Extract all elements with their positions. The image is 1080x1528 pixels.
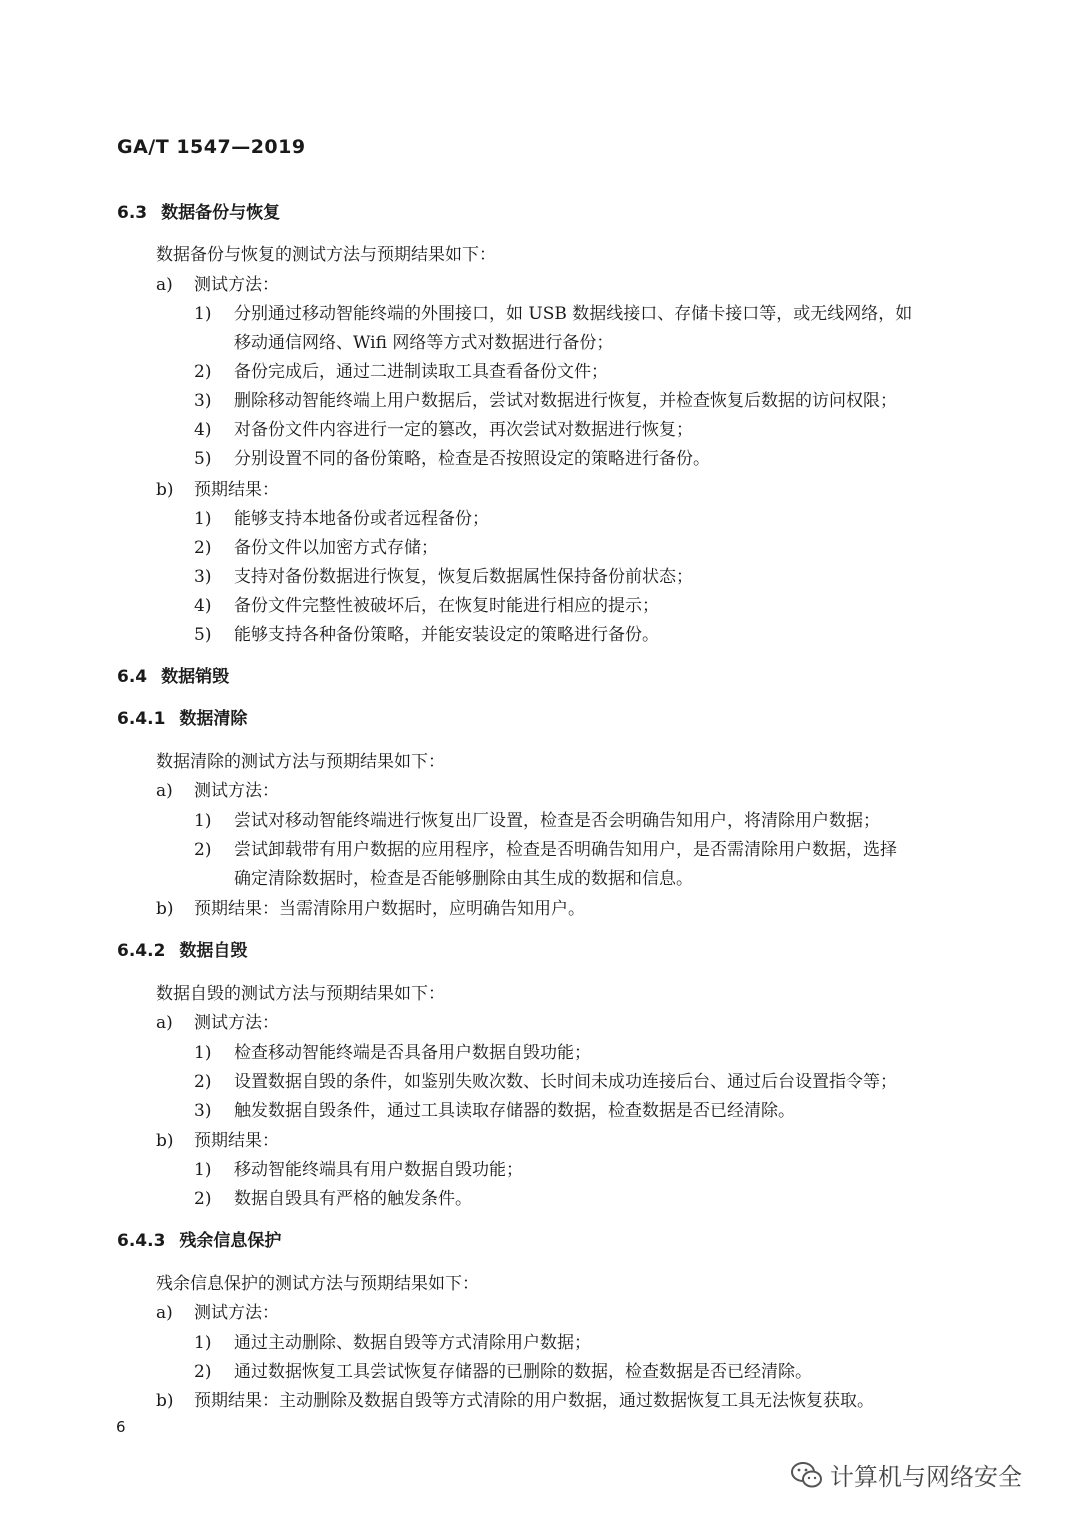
list-item: 4) 备份文件完整性被破坏后，在恢复时能进行相应的提示； [194, 596, 659, 616]
list-item: 1) 通过主动删除、数据自毁等方式清除用户数据； [194, 1333, 591, 1353]
list-item: 1) 分别通过移动智能终端的外围接口，如 USB 数据线接口、存储卡接口等，或无线网络，如 [194, 304, 913, 324]
list-item-continuation: 确定清除数据时，检查是否能够删除由其生成的数据和信息。 [234, 869, 693, 889]
section-heading-6-4-2: 6.4.2 数据自毁 [117, 941, 248, 961]
watermark-text: 计算机与网络安全 [830, 1463, 1022, 1491]
wechat-icon [790, 1460, 824, 1490]
list-item: 2) 通过数据恢复工具尝试恢复存储器的已删除的数据，检查数据是否已经清除。 [194, 1362, 812, 1382]
section-title: 数据备份与恢复 [161, 203, 281, 223]
list-item-a: a) 测试方法： [156, 1013, 279, 1033]
list-item: 1) 移动智能终端具有用户数据自毁功能； [194, 1160, 523, 1180]
list-item: 2) 备份完成后，通过二进制读取工具查看备份文件； [194, 362, 608, 382]
list-item: 2) 尝试卸载带有用户数据的应用程序，检查是否明确告知用户，是否需清除用户数据，选择 [194, 840, 897, 860]
section-heading-6-4-1: 6.4.1 数据清除 [117, 709, 248, 729]
section-heading-6-3 [117, 202, 280, 224]
watermark [790, 1457, 1022, 1492]
list-item-continuation: 移动通信网络、Wifi 网络等方式对数据进行备份； [234, 333, 614, 353]
section-intro: 数据自毁的测试方法与预期结果如下： [156, 984, 445, 1004]
list-item-a: a) 测试方法： [156, 275, 279, 295]
list-item: 4) 对备份文件内容进行一定的篡改，再次尝试对数据进行恢复； [194, 420, 693, 440]
list-item: 5) 能够支持各种备份策略，并能安装设定的策略进行备份。 [194, 625, 659, 645]
list-item: 1) 检查移动智能终端是否具备用户数据自毁功能； [194, 1043, 591, 1063]
section-heading-6-4-3: 6.4.3 残余信息保护 [117, 1231, 282, 1251]
list-item: 3) 支持对备份数据进行恢复，恢复后数据属性保持备份前状态； [194, 567, 693, 587]
standard-code: GA/T 1547—2019 [117, 136, 306, 158]
page-number: 6 [116, 1418, 126, 1436]
list-item-a: a) 测试方法： [156, 781, 279, 801]
list-item: 3) 删除移动智能终端上用户数据后，尝试对数据进行恢复，并检查恢复后数据的访问权限； [194, 391, 897, 411]
list-item-a: a) 测试方法： [156, 1303, 279, 1323]
section-number: 6.3 [117, 203, 148, 223]
list-item-b: b) 预期结果：主动删除及数据自毁等方式清除的用户数据，通过数据恢复工具无法恢复获取。 [156, 1391, 874, 1411]
section-intro: 数据清除的测试方法与预期结果如下： [156, 752, 445, 772]
list-item: 1) 能够支持本地备份或者远程备份； [194, 509, 489, 529]
list-item-b: b) 预期结果： [156, 480, 279, 500]
list-item: 2) 数据自毁具有严格的触发条件。 [194, 1189, 472, 1209]
list-item-b: b) 预期结果：当需清除用户数据时，应明确告知用户。 [156, 899, 585, 919]
list-item-b: b) 预期结果： [156, 1131, 279, 1151]
list-item: 2) 设置数据自毁的条件，如鉴别失败次数、长时间未成功连接后台、通过后台设置指令等； [194, 1072, 897, 1092]
section-heading-6-4: 6.4 数据销毁 [117, 667, 230, 687]
section-intro: 数据备份与恢复的测试方法与预期结果如下： [156, 245, 496, 265]
section-intro: 残余信息保护的测试方法与预期结果如下： [156, 1274, 479, 1294]
list-item: 3) 触发数据自毁条件，通过工具读取存储器的数据，检查数据是否已经清除。 [194, 1101, 795, 1121]
list-item: 5) 分别设置不同的备份策略，检查是否按照设定的策略进行备份。 [194, 449, 710, 469]
list-item: 1) 尝试对移动智能终端进行恢复出厂设置，检查是否会明确告知用户，将清除用户数据； [194, 811, 880, 831]
list-item: 2) 备份文件以加密方式存储； [194, 538, 438, 558]
